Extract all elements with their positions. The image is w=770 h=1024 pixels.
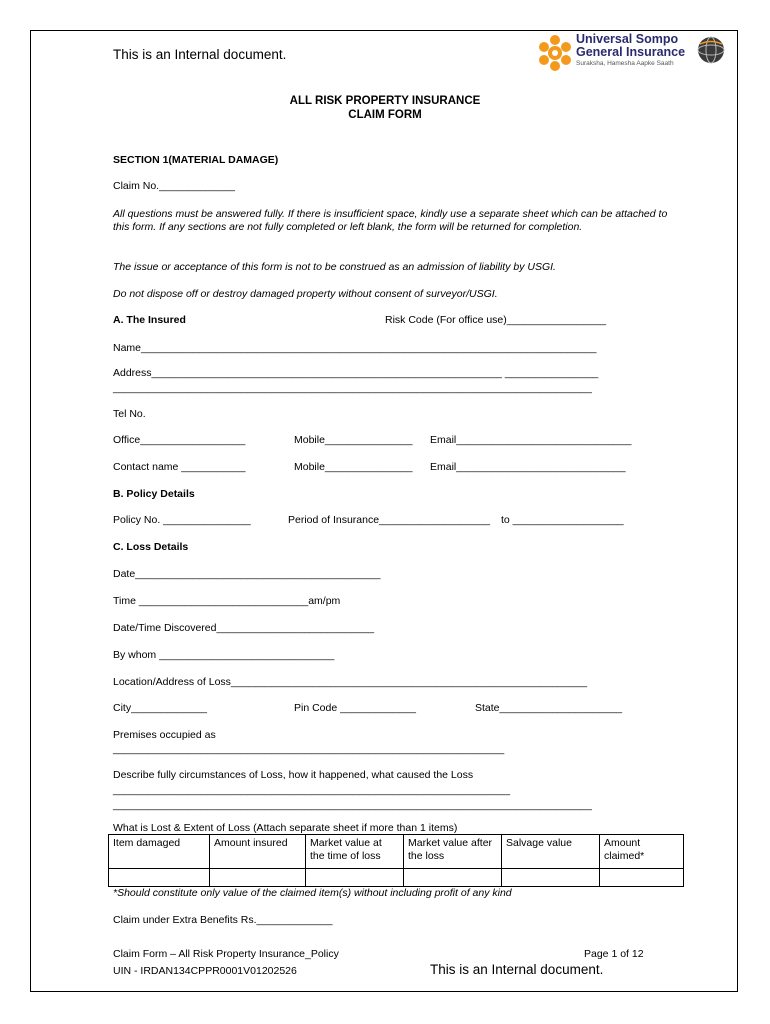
premises-label: Premises occupied as (113, 729, 216, 741)
footer-uin: UIN - IRDAN134CPPR0001V01202526 (113, 965, 297, 977)
by-whom-field[interactable]: By whom ______________________________ (113, 649, 335, 661)
claim-no-field[interactable]: Claim No._____________ (113, 180, 236, 192)
table-footnote: *Should constitute only value of the claimed item(s) without including profit of any kind (113, 887, 512, 899)
insured-heading: A. The Insured (113, 314, 186, 326)
contact-email-field[interactable]: Email_____________________________ (430, 461, 626, 473)
loss-date-field[interactable]: Date__________________________________________ (113, 568, 381, 580)
office-phone-field[interactable]: Office__________________ (113, 434, 246, 446)
loss-items-table (108, 834, 684, 887)
cell-market-value-time-of-loss[interactable] (306, 869, 404, 887)
cell-item-damaged[interactable] (109, 869, 210, 887)
col-market-value-time-of-loss: Market value at the time of loss (306, 835, 404, 869)
logo-line1: Universal Sompo (576, 32, 679, 46)
policy-no-field[interactable]: Policy No. _______________ (113, 514, 251, 526)
cell-salvage-value[interactable] (502, 869, 600, 887)
table-header-row (109, 835, 684, 869)
cell-amount-insured[interactable] (210, 869, 306, 887)
address-field-line2[interactable]: __________________________________________________________________________________ (113, 382, 592, 394)
describe-circumstances-label: Describe fully circumstances of Loss, how it happened, what caused the Loss (113, 769, 474, 781)
address-field[interactable]: Address____________________________________________________________ ________________ (113, 367, 599, 379)
pin-code-field[interactable]: Pin Code _____________ (294, 702, 417, 714)
col-item-damaged: Item damaged (109, 835, 210, 869)
logo-mark-icon (536, 34, 574, 72)
what-is-lost-label: What is Lost & Extent of Loss (Attach separate sheet if more than 1 items) (113, 822, 458, 834)
loss-time-field[interactable]: Time _____________________________am/pm (113, 595, 341, 607)
contact-name-field[interactable]: Contact name ___________ (113, 461, 246, 473)
col-market-value-after-loss: Market value after the loss (404, 835, 502, 869)
footer-page-number: Page 1 of 12 (584, 948, 644, 960)
state-field[interactable]: State_____________________ (475, 702, 623, 714)
premises-field[interactable]: ___________________________________________________________________ (113, 743, 505, 755)
col-amount-claimed: Amount claimed* (600, 835, 684, 869)
describe-field-line2[interactable]: __________________________________________________________________________________ (113, 799, 592, 811)
company-logo (536, 32, 728, 72)
col-salvage-value: Salvage value (502, 835, 600, 869)
col-amount-insured: Amount insured (210, 835, 306, 869)
globe-icon (696, 35, 726, 65)
date-time-discovered-field[interactable]: Date/Time Discovered___________________________ (113, 622, 375, 634)
contact-mobile-field[interactable]: Mobile_______________ (294, 461, 413, 473)
cell-market-value-after-loss[interactable] (404, 869, 502, 887)
footer-internal-note: This is an Internal document. (430, 962, 604, 977)
mobile-field[interactable]: Mobile_______________ (294, 434, 413, 446)
describe-field-line1[interactable]: ____________________________________________________________________ (113, 784, 511, 796)
loss-heading: C. Loss Details (113, 541, 189, 553)
table-row (109, 869, 684, 887)
logo-line2: General Insurance (576, 45, 686, 59)
cell-amount-claimed[interactable] (600, 869, 684, 887)
loss-location-field[interactable]: Location/Address of Loss_____________________________________________________________ (113, 676, 588, 688)
form-title-line2: CLAIM FORM (348, 109, 422, 121)
instruction-answer-fully: All questions must be answered fully. If there is insufficient space, kindly use a separate sheet which can be attached to this form. If any sections are not fully completed or left blank, the form will be returned for completion. (113, 208, 668, 233)
name-field[interactable]: Name______________________________________________________________________________ (113, 342, 597, 354)
instruction-dispose: Do not dispose off or destroy damaged property without consent of surveyor/USGI. (113, 288, 498, 300)
policy-heading: B. Policy Details (113, 488, 195, 500)
form-title-line1: ALL RISK PROPERTY INSURANCE (289, 95, 481, 107)
city-field[interactable]: City_____________ (113, 702, 207, 714)
extra-benefits-field[interactable]: Claim under Extra Benefits Rs._____________ (113, 914, 333, 926)
instruction-liability: The issue or acceptance of this form is not to be construed as an admission of liability by USGI. (113, 261, 556, 273)
period-to-field[interactable]: to ___________________ (501, 514, 624, 526)
footer-form-name: Claim Form – All Risk Property Insurance_Policy (113, 948, 339, 960)
logo-tagline: Suraksha, Hamesha Aapke Saath (576, 60, 674, 67)
risk-code-field[interactable]: Risk Code (For office use)_________________ (385, 314, 607, 326)
email-field[interactable]: Email______________________________ (430, 434, 632, 446)
tel-no-label: Tel No. (113, 408, 146, 420)
section1-heading: SECTION 1(MATERIAL DAMAGE) (113, 154, 279, 166)
internal-document-note: This is an Internal document. (113, 47, 287, 62)
period-of-insurance-field[interactable]: Period of Insurance___________________ (288, 514, 491, 526)
